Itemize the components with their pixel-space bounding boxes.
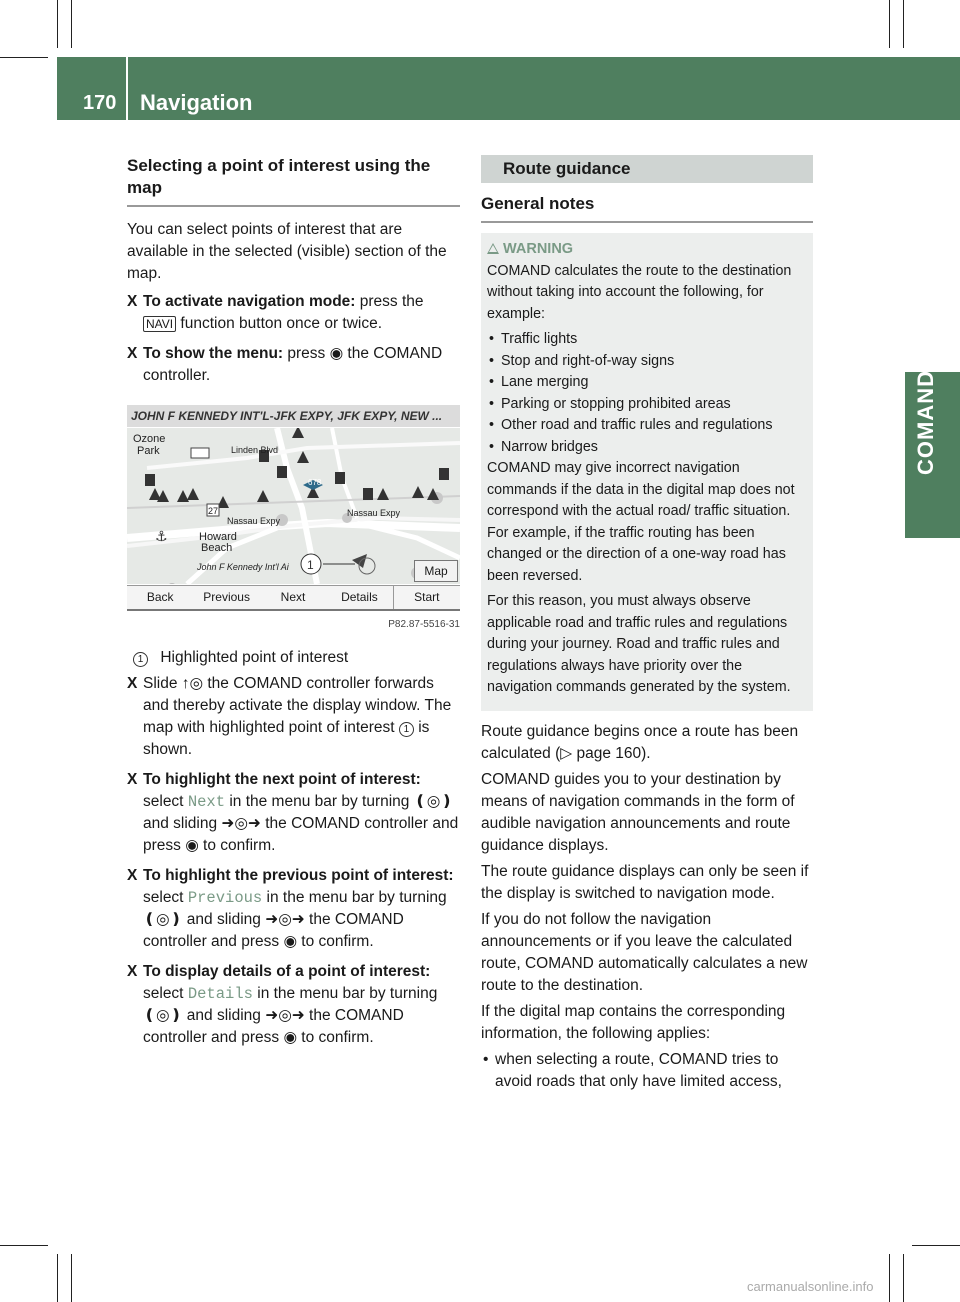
list-item: • Lane merging — [487, 372, 805, 394]
svg-text:⚓: ⚓ — [155, 528, 168, 544]
map-label: Linden Blvd — [231, 445, 279, 455]
left-column — [127, 155, 460, 1057]
menu-term: Next — [187, 793, 226, 811]
step-slide — [127, 673, 460, 761]
callout-text: Highlighted point of interest — [160, 649, 349, 666]
step-marker-icon: X — [127, 771, 138, 788]
list-item: • Narrow bridges — [487, 437, 805, 459]
step-bold: To highlight the next point of interest: — [143, 771, 421, 788]
warning-list — [487, 329, 805, 458]
map-figure — [127, 405, 460, 645]
list-item: • Other road and traffic rules and regulations — [487, 415, 805, 437]
map-view — [127, 428, 460, 584]
crop-mark — [71, 0, 72, 48]
step-text: the COMAND controller forwards and thereby activate the display window. The map with highlighted point of interest — [143, 675, 452, 736]
map-label: Nassau Expy — [347, 508, 401, 518]
crop-mark — [0, 1245, 48, 1246]
crop-mark — [57, 0, 58, 48]
warning-box — [481, 233, 813, 711]
step-text: and sliding — [143, 815, 222, 832]
svg-text:1: 1 — [307, 558, 314, 572]
step-text: function button once or twice. — [176, 315, 383, 332]
map-label: 678 — [308, 478, 322, 487]
crop-mark — [889, 0, 890, 48]
step-marker-icon: X — [127, 963, 138, 980]
step-text: the COMAND controller and press — [143, 1007, 404, 1046]
section-title: Selecting a point of interest using the map — [127, 155, 460, 207]
press-controller-icon: ◉ — [283, 1029, 297, 1046]
step-text: Slide — [143, 675, 182, 692]
step-text: the COMAND controller and press — [143, 911, 404, 950]
map-label: Ozone — [133, 433, 166, 445]
warning-icon — [487, 243, 499, 254]
press-controller-icon: ◉ — [283, 933, 297, 950]
step-text: in the menu bar by turning — [225, 793, 414, 810]
step-text: press the — [355, 293, 424, 310]
crop-mark — [903, 0, 904, 48]
step-marker-icon: X — [127, 867, 138, 884]
right-column — [481, 155, 813, 1093]
step-text: and sliding — [182, 1007, 266, 1024]
slide-controller-icon: ➜◎➜ — [265, 1007, 305, 1024]
body-paragraph: If the digital map contains the corresponding information, the following applies: — [481, 1002, 786, 1042]
body-paragraph: Route guidance begins once a route has been calculated (▷ page 160). — [481, 722, 799, 762]
turn-controller-icon: ❪◎❫ — [143, 911, 183, 928]
step-text: is shown. — [143, 719, 430, 758]
menu-term: Details — [187, 985, 253, 1003]
page-title: Navigation — [140, 90, 253, 115]
step-details-poi — [127, 961, 460, 1049]
section-bar: Route guidance — [481, 155, 813, 183]
step-marker-icon: X — [127, 293, 138, 310]
side-tab-label: COMAND — [913, 370, 938, 475]
crop-mark — [71, 1254, 72, 1302]
body-list — [481, 1049, 813, 1093]
callout — [127, 647, 460, 669]
map-label: Howard — [199, 531, 237, 543]
press-controller-icon: ◉ — [185, 837, 199, 854]
step-text: press — [283, 345, 330, 362]
step-text: select — [143, 889, 188, 906]
list-item: • Parking or stopping prohibited areas — [487, 394, 805, 416]
warning-label: WARNING — [503, 241, 574, 257]
menu-previous[interactable]: Previous — [203, 590, 250, 604]
step-bold: To display details of a point of interest: — [143, 963, 431, 980]
warning-intro: COMAND calculates the route to the destination without taking into account the following, for example: — [487, 262, 792, 322]
map-button[interactable]: Map — [414, 560, 458, 582]
crop-mark — [903, 1254, 904, 1302]
callout-number-icon: 1 — [133, 652, 148, 667]
step-bold: To highlight the previous point of interest: — [143, 867, 454, 884]
list-item: • Stop and right-of-way signs — [487, 351, 805, 373]
press-controller-icon: ◉ — [329, 345, 344, 362]
step-show-menu — [127, 343, 460, 387]
menu-details[interactable]: Details — [341, 590, 378, 604]
page-header-corner — [905, 57, 960, 120]
map-label: Beach — [201, 542, 233, 554]
step-previous-poi — [127, 865, 460, 953]
step-bold: To show the menu: — [143, 345, 284, 362]
crop-mark — [912, 1245, 960, 1246]
turn-controller-icon: ❪◎❫ — [413, 793, 454, 810]
step-text: select — [143, 985, 188, 1002]
watermark: carmanualsonline.info — [747, 1279, 874, 1294]
slide-controller-icon: ➜◎➜ — [221, 815, 261, 832]
step-marker-icon: X — [127, 345, 138, 362]
step-text: select — [143, 793, 188, 810]
step-text: to confirm. — [296, 933, 374, 950]
body-paragraph: The route guidance displays can only be seen if the display is switched to navigation mode. — [481, 862, 809, 902]
slide-forward-icon: ↑◎ — [181, 675, 204, 692]
menu-back[interactable]: Back — [146, 590, 174, 604]
step-text: to confirm. — [198, 837, 276, 854]
crop-mark — [57, 1254, 58, 1302]
warning-paragraph: For this reason, you must always observe applicable road and traffic rules and regulations during your journey. Road and traffic rules and regulations always have priority over the navigation commands generated by the system. — [487, 593, 791, 695]
map-label: Nassau Expy — [227, 516, 281, 526]
map-graphic — [127, 428, 460, 584]
step-text: and sliding — [182, 911, 266, 928]
step-text: the COMAND controller. — [143, 345, 443, 384]
map-label: 27 — [208, 506, 219, 516]
map-menu-bar — [127, 585, 460, 611]
slide-controller-icon: ➜◎➜ — [265, 911, 305, 928]
body-paragraph: If you do not follow the navigation announcements or if you leave the calculated route, COMAND automatically calculates a new route to the destination. — [481, 910, 808, 994]
list-item: • Traffic lights — [487, 329, 805, 351]
step-text: to confirm. — [296, 1029, 374, 1046]
map-header: JOHN F KENNEDY INT'L-JFK EXPY, JFK EXPY, NEW ... — [127, 405, 460, 427]
crop-mark — [0, 57, 48, 58]
header-separator — [126, 57, 128, 120]
map-label: John F Kennedy Int'l Ai — [197, 562, 289, 572]
navi-button-icon: NAVI — [143, 316, 176, 332]
body-paragraph: COMAND guides you to your destination by means of navigation commands in the form of audible navigation announcements and route guidance displays. — [481, 770, 795, 854]
turn-controller-icon: ❪◎❫ — [143, 1007, 183, 1024]
step-next-poi — [127, 769, 460, 857]
menu-term: Previous — [187, 889, 263, 907]
step-text: in the menu bar by turning — [262, 889, 447, 906]
warning-paragraph: COMAND may give incorrect navigation commands if the data in the digital map does not correspond with the actual road/ traffic situation. For example, if the traffic routing has been changed or the direction of a one-way road has been reversed. — [487, 460, 795, 584]
list-item: • when selecting a route, COMAND tries to avoid roads that only have limited access, — [481, 1049, 813, 1093]
menu-next[interactable]: Next — [280, 590, 306, 604]
callout-number-icon: 1 — [399, 722, 414, 737]
crop-mark — [889, 1254, 890, 1302]
warning-title — [487, 239, 805, 261]
page-number: 170 — [83, 92, 117, 114]
step-text: the COMAND controller and press — [143, 815, 459, 854]
step-marker-icon: X — [127, 675, 138, 692]
figure-code: P82.87-5516-31 — [388, 619, 460, 630]
step-activate-nav — [127, 291, 460, 335]
map-label: Park — [137, 445, 160, 457]
step-text: in the menu bar by turning — [252, 985, 438, 1002]
step-bold: To activate navigation mode: — [143, 293, 356, 310]
intro-text: You can select points of interest that are available in the selected (visible) section of the map. — [127, 221, 447, 282]
subsection-title: General notes — [481, 183, 813, 223]
menu-start[interactable]: Start — [393, 586, 460, 609]
